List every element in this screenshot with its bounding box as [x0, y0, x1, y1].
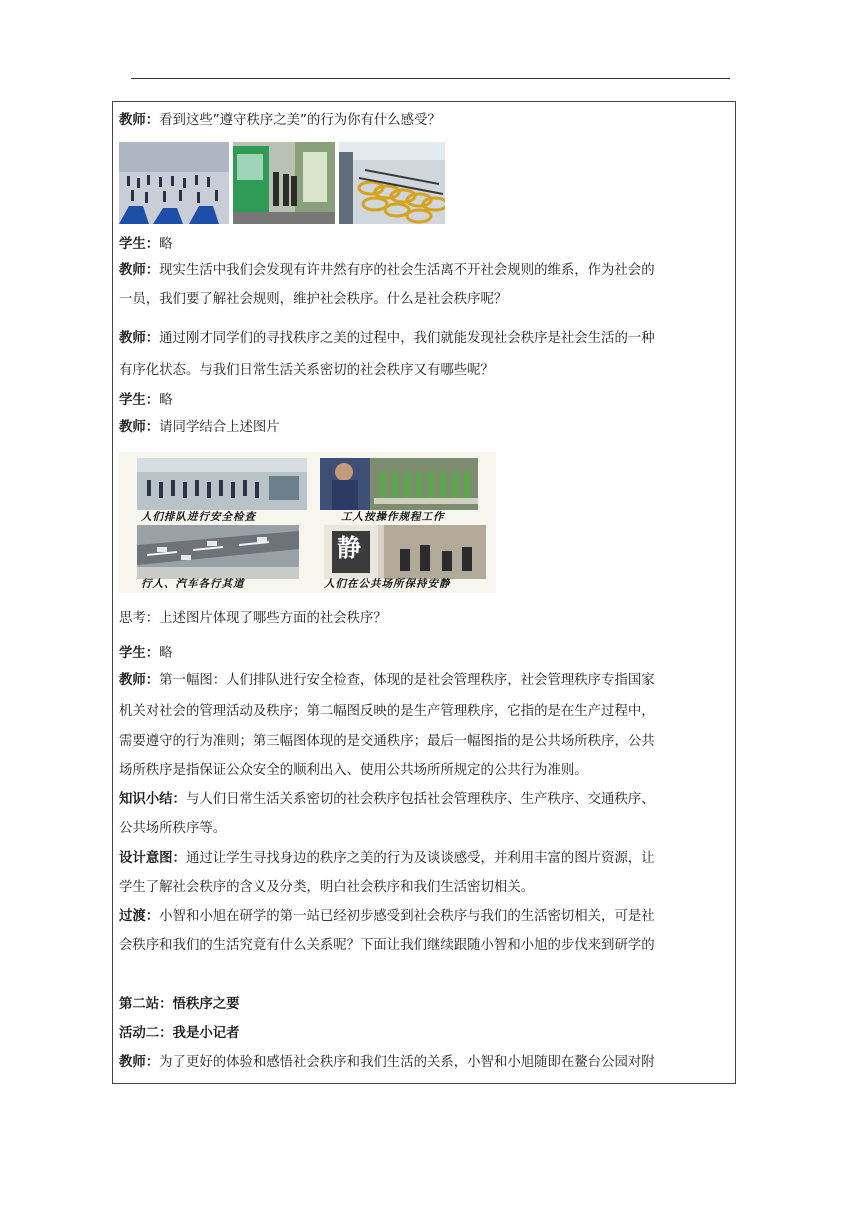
quiet-sign-text: 静 [337, 534, 361, 562]
panel-public-quiet [324, 525, 486, 579]
text-line: 学生：略 [119, 237, 173, 252]
text-line: 教师：为了更好的体验和感悟社会秩序和我们生活的关系，小智和小旭随即在鳌台公园对附 [119, 1055, 655, 1070]
order-types-figure [119, 452, 496, 593]
text-line: 思考：上述图片体现了哪些方面的社会秩序？ [119, 611, 387, 626]
text-line: 教师：通过刚才同学们的寻找秩序之美的过程中，我们就能发现社会秩序是社会生活的一种 [119, 331, 655, 346]
photo-queue [119, 142, 229, 224]
text-line: 教师：看到这些”遵守秩序之美”的行为你有什么感受？ [119, 113, 441, 128]
panel-traffic [137, 525, 299, 579]
text-line: 教师：第一幅图：人们排队进行安全检查，体现的是社会管理秩序，社会管理秩序专指国家 [119, 673, 655, 688]
section-heading: 第二站：悟秩序之要 [119, 997, 240, 1012]
text-line: 设计意图：通过让学生寻找身边的秩序之美的行为及谈谈感受，并利用丰富的图片资源，让 [119, 851, 655, 866]
text-line: 需要遵守的行为准则；第三幅图体现的是交通秩序；最后一幅图指的是公共场所秩序，公共 [119, 734, 655, 749]
text-line: 机关对社会的管理活动及秩序；第二幅图反映的是生产管理秩序，它指的是在生产过程中， [119, 704, 655, 719]
text-line: 场所秩序是指保证公众安全的顺利出入、使用公共场所所规定的公共行为准则。 [119, 763, 588, 778]
caption-public-quiet: 人们在公共场所保持安静 [324, 578, 451, 590]
text-line: 学生：略 [119, 646, 173, 661]
photo-bicycles [339, 142, 445, 224]
caption-security-check: 人们排队进行安全检查 [141, 511, 256, 523]
caption-traffic: 行人、汽车各行其道 [141, 578, 245, 590]
text-line: 公共场所秩序等。 [119, 821, 227, 836]
text-line: 一员，我们要了解社会规则，维护社会秩序。什么是社会秩序呢？ [119, 292, 508, 307]
activity-heading: 活动二：我是小记者 [119, 1026, 240, 1041]
photo-bus-boarding [233, 142, 335, 224]
text-line: 学生了解社会秩序的含义及分类，明白社会秩序和我们生活密切相关。 [119, 880, 535, 895]
text-line: 过渡：小智和小旭在研学的第一站已经初步感受到社会秩序与我们的生活密切相关，可是社 [119, 909, 655, 924]
caption-factory-work: 工人按操作规程工作 [341, 511, 445, 523]
text-line: 教师：请同学结合上述图片 [119, 420, 280, 435]
text-line: 教师：现实生活中我们会发现有许井然有序的社会生活离不开社会规则的维系，作为社会的 [119, 263, 655, 278]
text-line: 有序化状态。与我们日常生活关系密切的社会秩序又有哪些呢？ [119, 363, 494, 378]
text-line: 学生：略 [119, 393, 173, 408]
panel-factory-work [320, 458, 478, 510]
panel-security-check [137, 458, 307, 510]
header-rule [131, 78, 730, 79]
text-line: 知识小结：与人们日常生活关系密切的社会秩序包括社会管理秩序、生产秩序、交通秩序、 [119, 792, 655, 807]
text-line: 会秩序和我们的生活究竟有什么关系呢？下面让我们继续跟随小智和小旭的步伐来到研学的 [119, 938, 655, 953]
